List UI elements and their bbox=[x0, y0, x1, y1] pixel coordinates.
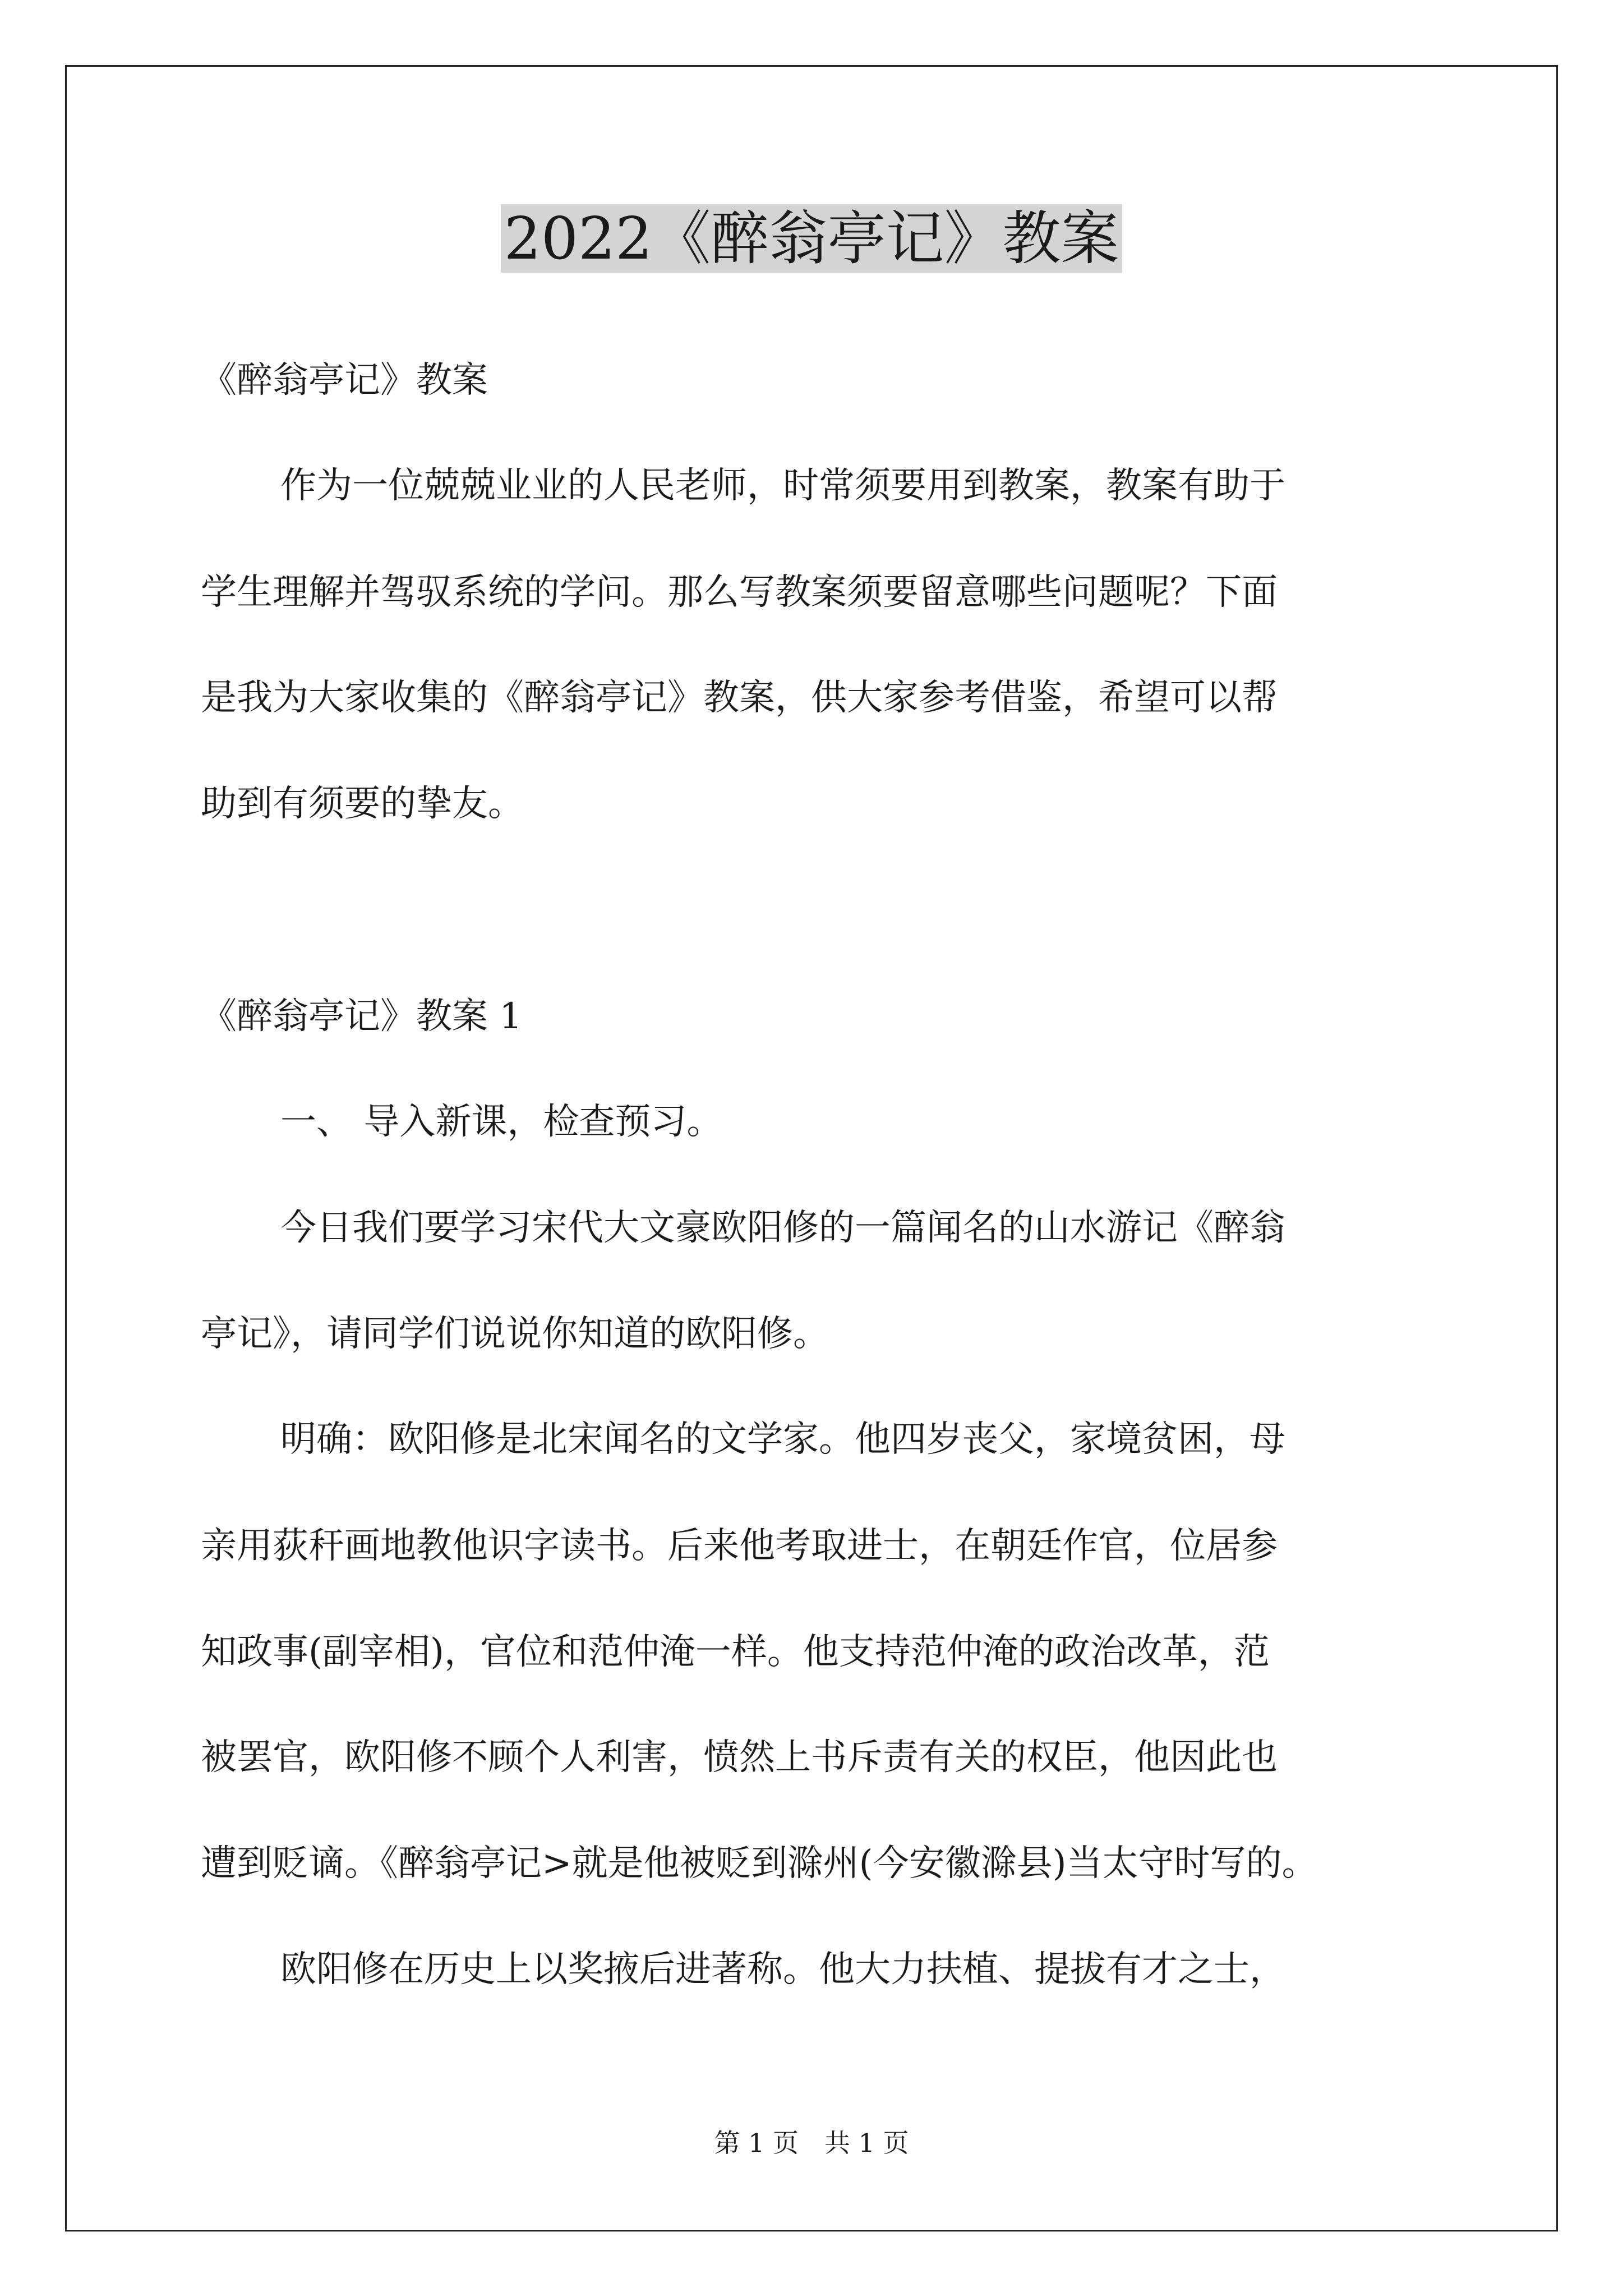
para3-line-1: 欧阳修在历史上以奖掖后进著称。他大力扶植、提拔有才之士， bbox=[280, 1949, 1285, 1990]
para1-line-2: 亭记》，请同学们说说你知道的欧阳修。 bbox=[201, 1313, 829, 1355]
intro-line-2: 学生理解并驾驭系统的学问。那么写教案须要留意哪些问题呢？下面 bbox=[201, 572, 1278, 613]
para2-line-3: 知政事(副宰相)，官位和范仲淹一样。他支持范仲淹的政治改革，范 bbox=[201, 1631, 1270, 1673]
intro-line-3: 是我为大家收集的《醉翁亭记》教案，供大家参考借鉴，希望可以帮 bbox=[201, 677, 1278, 719]
document-subtitle: 《醉翁亭记》教案 bbox=[201, 360, 488, 401]
document-title bbox=[0, 196, 1623, 280]
para2-line-2: 亲用荻秆画地教他识字读书。后来他考取进士，在朝廷作官，位居参 bbox=[201, 1525, 1278, 1567]
page-footer: 第 1 页 共 1 页 bbox=[714, 2128, 909, 2158]
intro-line-1: 作为一位兢兢业业的人民老师，时常须要用到教案，教案有助于 bbox=[280, 465, 1285, 507]
step-one-heading: 一、 导入新课，检查预习。 bbox=[280, 1101, 723, 1143]
para2-line-5: 遭到贬谪。《醉翁亭记>就是他被贬到滁州(今安徽滁县)当太守时写的。 bbox=[201, 1843, 1318, 1884]
section-title: 《醉翁亭记》教案 1 bbox=[201, 996, 523, 1037]
document-title-text: 2022《醉翁亭记》教案 bbox=[501, 204, 1123, 273]
para2-line-4: 被罢官，欧阳修不顾个人利害，愤然上书斥责有关的权臣，他因此也 bbox=[201, 1737, 1278, 1778]
para2-line-1: 明确：欧阳修是北宋闻名的文学家。他四岁丧父，家境贫困，母 bbox=[280, 1419, 1285, 1460]
para1-line-1: 今日我们要学习宋代大文豪欧阳修的一篇闻名的山水游记《醉翁 bbox=[280, 1207, 1285, 1249]
intro-line-4: 助到有须要的挚友。 bbox=[201, 783, 524, 825]
